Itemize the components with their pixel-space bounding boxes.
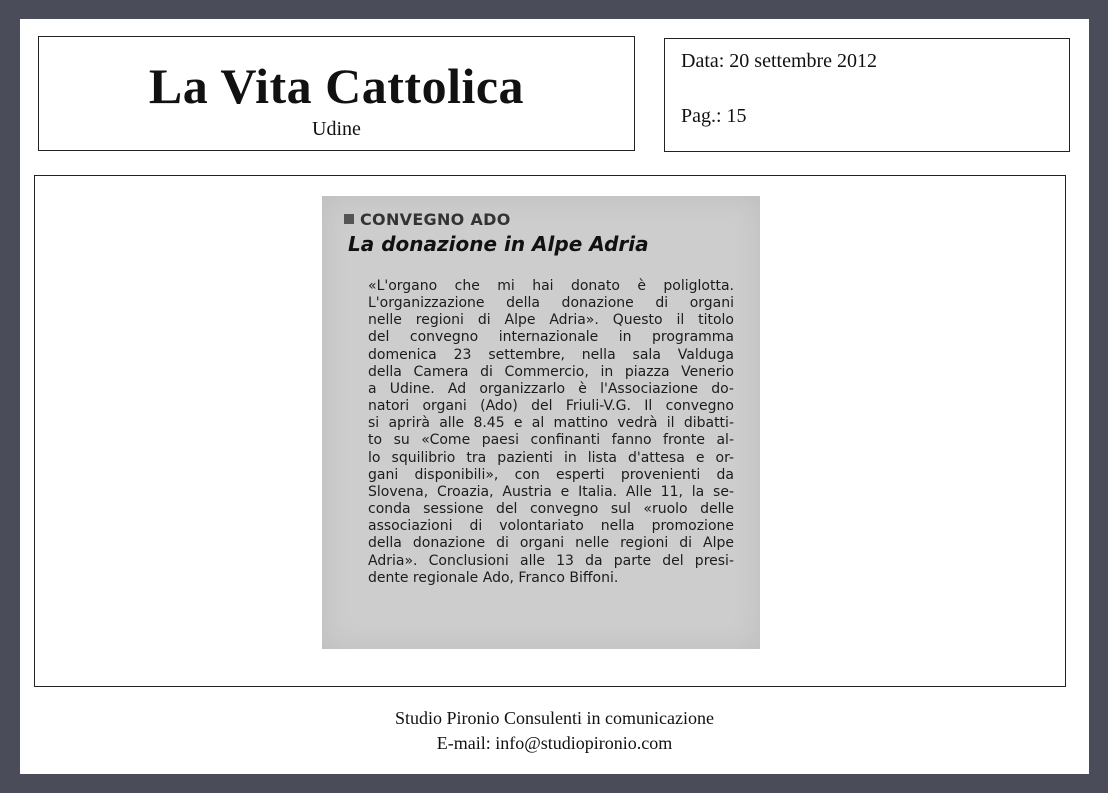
article-line: domenica 23 settembre, nella sala Valduga [368,346,734,363]
newspaper-city: Udine [312,118,361,140]
newspaper-title: La Vita Cattolica [148,58,525,114]
article-line: gani disponibili», con esperti provenienti da [368,466,734,483]
article-line: to su «Come paesi confinanti fanno fronte al- [368,432,734,449]
publication-info-box [664,38,1070,152]
article-kicker [344,212,511,228]
article-line: associazioni di volontariato nella promozione [368,518,734,535]
newspaper-masthead [38,36,635,151]
footer-company: Studio Pironio Consulenti in comunicazione [395,708,714,728]
article-line: L'organizzazione della donazione di organi [368,295,734,312]
footer-email: E-mail: info@studiopironio.com [436,733,673,753]
article-line: dente regionale Ado, Franco Biffoni. [368,569,619,586]
article-line: nelle regioni di Alpe Adria». Questo il titolo [368,312,734,329]
article-headline: La donazione in Alpe Adria [348,232,649,256]
publication-page: Pag.: 15 [681,105,747,127]
article-line: a Udine. Ad organizzarlo è l'Associazione do- [368,380,734,397]
press-clipping-sheet [20,19,1089,774]
article-line: lo squilibrio tra pazienti in lista d'attesa e or- [368,449,734,466]
article-line: della Camera di Commercio, in piazza Venerio [368,363,734,380]
article-line: si aprirà alle 8.45 e al mattino vedrà il dibatti- [368,415,734,432]
article-line: natori organi (Ado) del Friuli-V.G. Il convegno [368,398,734,415]
article-line: Adria». Conclusioni alle 13 da parte del presi- [368,552,734,569]
article-clipping [322,196,760,649]
article-line: della donazione di organi nelle regioni di Alpe [368,535,734,552]
bullet-square-icon [344,214,354,224]
publication-date: Data: 20 settembre 2012 [681,50,878,72]
article-line: Slovena, Croazia, Austria e Italia. Alle 11, la se- [368,483,734,500]
article-kicker-text: CONVEGNO ADO [360,210,511,229]
article-line: del convegno internazionale in programma [368,329,734,346]
article-body [368,278,734,587]
article-line: conda sessione del convegno sul «ruolo delle [368,501,734,518]
article-line: «L'organo che mi hai donato è poliglotta. [368,278,734,294]
